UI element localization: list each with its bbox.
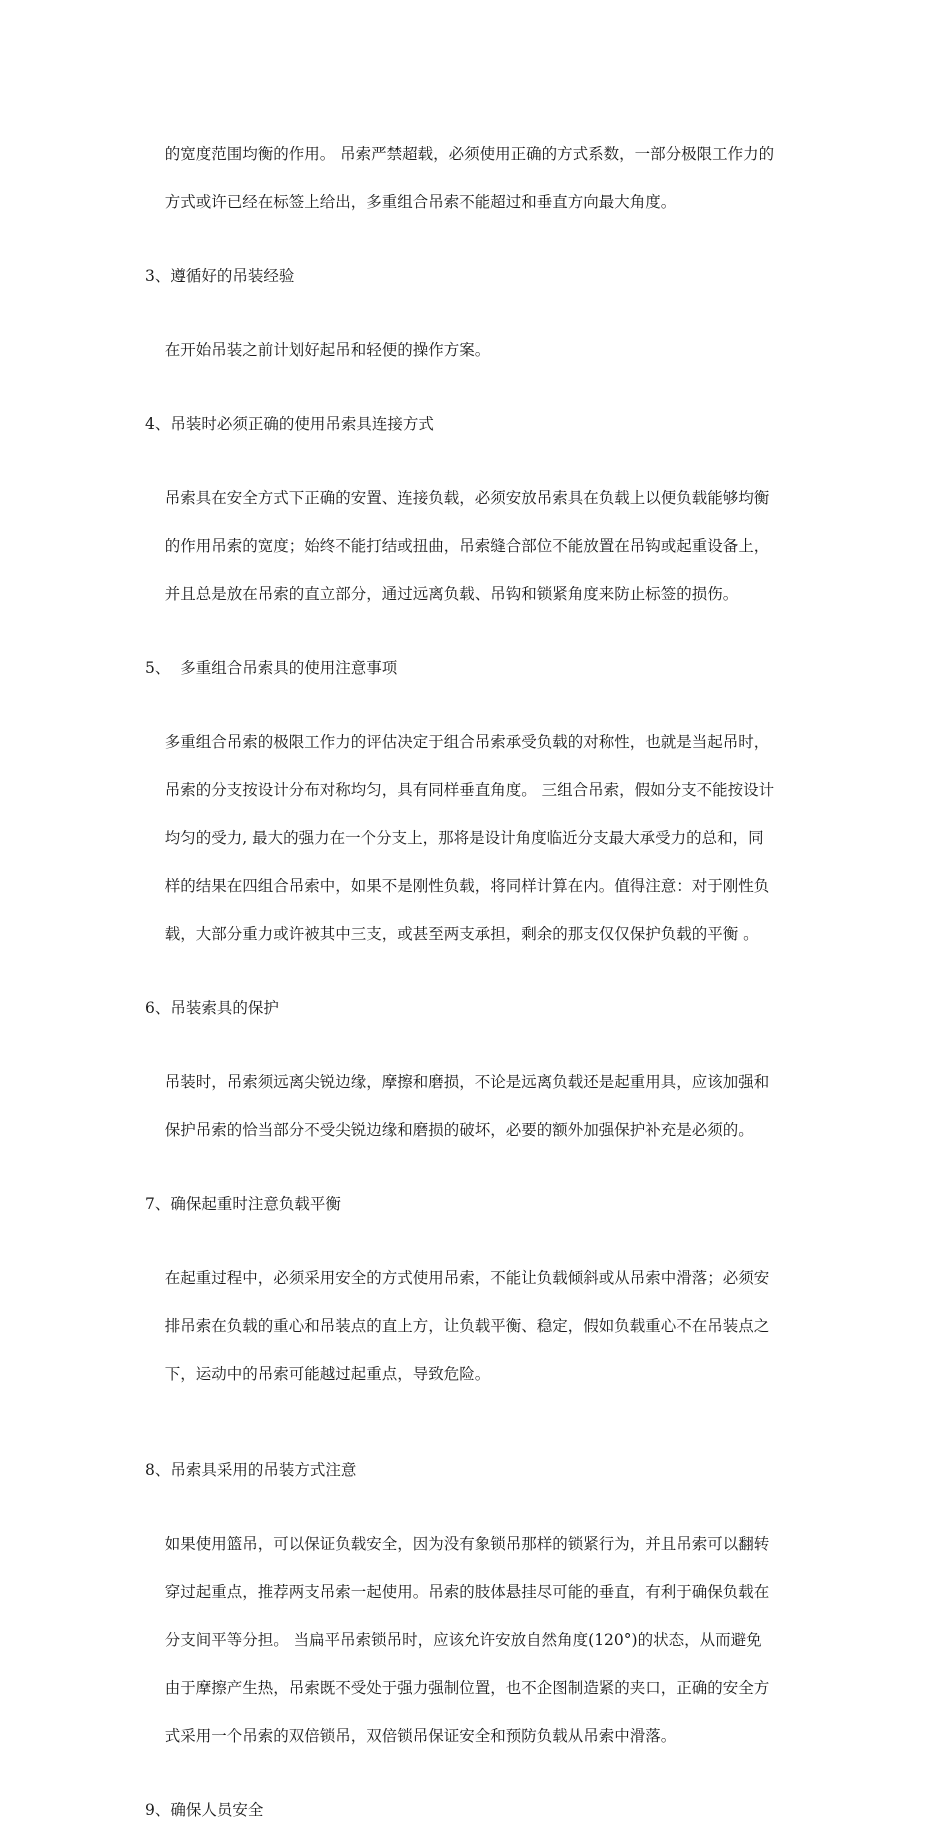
paragraph — [145, 706, 810, 970]
text-line: 式采用一个吊索的双倍锁吊，双倍锁吊保证安全和预防负载从吊索中滑落。 — [164, 1727, 677, 1745]
text-line: 多重组合吊索的极限工作力的评估决定于组合吊索承受负载的对称性，也就是当起吊时， — [164, 733, 770, 751]
text-line: 下，运动中的吊索可能越过起重点，导致危险。 — [164, 1365, 491, 1383]
text-line: 吊装时，吊索须远离尖锐边缘，摩擦和磨损，不论是远离负载还是起重用具，应该加强和 — [164, 1073, 770, 1091]
paragraph — [145, 1508, 810, 1772]
section-heading-9: 9、确保人员安全 — [145, 1801, 264, 1819]
text-line: 并且总是放在吊索的直立部分，通过远离负载、吊钩和锁紧角度来防止标签的损伤。 — [164, 585, 739, 603]
text-line: 样的结果在四组合吊索中，如果不是刚性负载，将同样计算在内。值得注意：对于刚性负 — [164, 877, 770, 895]
section-heading-7: 7、确保起重时注意负载平衡 — [145, 1195, 341, 1213]
section-heading-3: 3、遵循好的吊装经验 — [145, 267, 295, 285]
section-heading-8: 8、吊索具采用的吊装方式注意 — [145, 1461, 357, 1479]
section-heading-6: 6、吊装索具的保护 — [145, 999, 279, 1017]
section-heading-5: 5、 多重组合吊索具的使用注意事项 — [145, 659, 398, 677]
text-line: 保护吊索的恰当部分不受尖锐边缘和磨损的破坏，必要的额外加强保护补充是必须的。 — [164, 1121, 754, 1139]
text-line: 载，大部分重力或许被其中三支，或甚至两支承担，剩余的那支仅仅保护负载的平衡 。 — [164, 925, 759, 943]
paragraph — [145, 462, 810, 630]
paragraph — [145, 1242, 810, 1410]
section-heading-4: 4、吊装时必须正确的使用吊索具连接方式 — [145, 415, 434, 433]
text-line: 吊索的分支按设计分布对称均匀，具有同样垂直角度。 三组合吊索，假如分支不能按设计 — [164, 781, 775, 799]
paragraph — [145, 314, 810, 386]
text-line: 由于摩擦产生热，吊索既不受处于强力强制位置，也不企图制造紧的夹口，正确的安全方 — [164, 1679, 770, 1697]
text-line: 吊索具在安全方式下正确的安置、连接负载，必须安放吊索具在负载上以便负载能够均衡 — [164, 489, 770, 507]
text-line: 排吊索在负载的重心和吊装点的直上方，让负载平衡、稳定，假如负载重心不在吊装点之 — [164, 1317, 770, 1335]
paragraph — [145, 1046, 810, 1166]
paragraph — [145, 118, 810, 238]
text-line: 的作用吊索的宽度；始终不能打结或扭曲，吊索缝合部位不能放置在吊钩或起重设备上， — [164, 537, 770, 555]
text-line: 在开始吊装之前计划好起吊和轻便的操作方案。 — [164, 341, 491, 359]
text-line: 分支间平等分担。 当扁平吊索锁吊时，应该允许安放自然角度(120°)的状态，从而避免 — [164, 1631, 762, 1649]
document-page — [145, 118, 810, 1822]
text-line: 如果使用篮吊，可以保证负载安全，因为没有象锁吊那样的锁紧行为，并且吊索可以翻转 — [164, 1535, 770, 1553]
text-line: 的宽度范围均衡的作用。 吊索严禁超载，必须使用正确的方式系数，一部分极限工作力的 — [164, 145, 775, 163]
text-line: 在起重过程中，必须采用安全的方式使用吊索，不能让负载倾斜或从吊索中滑落；必须安 — [164, 1269, 770, 1287]
text-line: 穿过起重点，推荐两支吊索一起使用。吊索的肢体悬挂尽可能的垂直，有利于确保负载在 — [164, 1583, 770, 1601]
text-line: 均匀的受力, 最大的强力在一个分支上，那将是设计角度临近分支最大承受力的总和，同 — [164, 829, 764, 847]
text-line: 方式或许已经在标签上给出，多重组合吊索不能超过和垂直方向最大角度。 — [164, 193, 677, 211]
